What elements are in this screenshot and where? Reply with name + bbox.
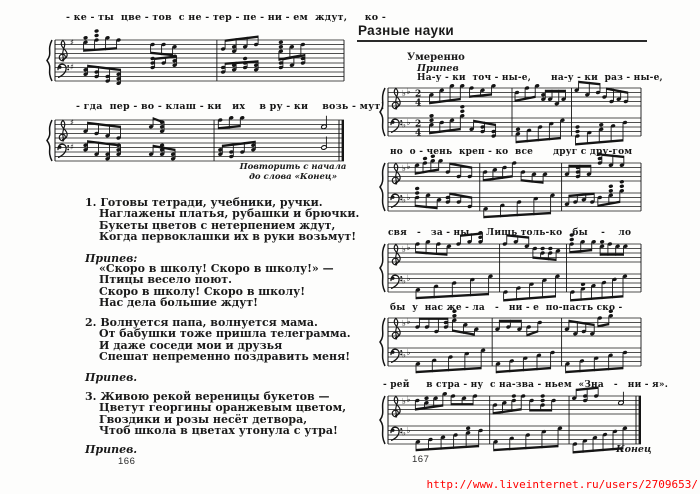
verse-line: Чтоб школа в цветах утонула с утра! <box>99 424 338 438</box>
tempo-marking: Умеренно <box>407 52 465 63</box>
verse <box>85 317 370 363</box>
svg-text:♯: ♯ <box>70 38 74 47</box>
svg-text:♭: ♭ <box>402 276 407 287</box>
section-label: Припев <box>417 63 459 74</box>
svg-text:♭: ♭ <box>402 89 407 99</box>
svg-text:♯: ♯ <box>70 118 74 127</box>
lyric-line: На-у - ки точ - ны-е, на-у - ки раз - ны-е, <box>417 73 663 83</box>
title-rule <box>357 40 647 42</box>
svg-text:2: 2 <box>415 119 422 130</box>
svg-text:4: 4 <box>415 98 422 109</box>
verse-line: Нас дела большие ждут! <box>99 296 258 310</box>
verse-line: «Скоро в школу! Скоро в школу!» — <box>99 262 334 275</box>
music-system-left-1 <box>45 26 345 97</box>
song-title: Разные науки <box>358 23 454 38</box>
svg-text:♯: ♯ <box>70 62 74 72</box>
svg-text:♭: ♭ <box>402 350 407 361</box>
svg-text:2: 2 <box>415 89 422 100</box>
page-number-right: 167 <box>412 454 430 465</box>
verse-line: Когда первоклашки их в руки возьмут! <box>99 230 357 244</box>
lyric-line: свя - за - ны. Лишь толь-ко бы - ло <box>388 228 632 238</box>
svg-text:4: 4 <box>415 128 422 139</box>
svg-text:♭: ♭ <box>402 195 407 206</box>
verse-line: От бабушки тоже пришла телеграмма. <box>99 327 351 341</box>
svg-text:♭: ♭ <box>406 242 411 253</box>
chorus-block <box>99 263 369 309</box>
svg-text:♭: ♭ <box>402 245 407 255</box>
music-system-right-4 <box>378 304 642 382</box>
svg-text:♭: ♭ <box>406 193 411 203</box>
music-system-right-1 <box>378 74 642 152</box>
lyric-line: но о - чень креп - ко все друг с дру-гом <box>390 147 633 157</box>
verse-line-text: Готовы тетради, учебники, ручки. <box>100 196 323 209</box>
lyric-line: бы у нас же - ла - ни - е по-пасть ско - <box>390 303 623 313</box>
chorus-label: Припев: <box>85 252 138 265</box>
svg-text:♭: ♭ <box>402 319 407 329</box>
svg-text:♭: ♭ <box>402 120 407 131</box>
svg-text:♭: ♭ <box>406 394 411 405</box>
verse-line-text: Волнуется папа, волнуется мама. <box>100 316 318 329</box>
verse-line: Птицы весело поют. <box>99 273 232 287</box>
verse-number: 2. <box>85 316 97 329</box>
verse-line: Гвоздики и розы несёт детвора, <box>99 412 308 426</box>
verse-number: 3. <box>85 390 97 403</box>
svg-text:♭: ♭ <box>402 397 407 407</box>
verse-line: Скоро в школу! Скоро в школу! <box>99 284 306 298</box>
chorus-label: Припев. <box>85 371 138 384</box>
lyric-line: - ке - ты цве - тов с не - тер - пе - ни - ем ждут, ко - <box>66 12 386 23</box>
verse <box>85 197 370 243</box>
verse-line: Букеты цветов с нетерпением ждут, <box>99 218 336 232</box>
verse-number: 1. <box>85 196 97 209</box>
music-system-right-3 <box>378 230 642 308</box>
verse-line: Наглажены платья, рубашки и брючки. <box>99 207 360 221</box>
svg-text:♭: ♭ <box>402 428 407 439</box>
svg-text:♭: ♭ <box>402 164 407 174</box>
watermark-link[interactable]: http://www.liveinternet.ru/users/2709653/ <box>426 478 698 491</box>
svg-text:♭: ♭ <box>406 426 411 436</box>
verse <box>85 391 370 437</box>
lyric-line: - рей в стра - ну с на-зва - ньем «Зна - ни - я». <box>383 380 669 390</box>
end-label: Конец <box>616 444 652 455</box>
svg-text:♭: ♭ <box>406 86 411 97</box>
verse-line: Спешат непременно поздравить меня! <box>99 350 351 364</box>
svg-text:♯: ♯ <box>70 142 74 152</box>
lyric-line: - гда пер - во - клаш - ки их в ру - ки возь - мут! <box>76 101 385 112</box>
svg-text:♭: ♭ <box>406 316 411 327</box>
svg-text:♭: ♭ <box>406 274 411 284</box>
verse-line: И даже соседи мои и друзья <box>99 338 283 352</box>
music-system-left-2 <box>45 106 345 177</box>
repeat-instruction-line2: до слова «Конец» <box>248 171 338 182</box>
verse-line-text: Живою рекой вереницы букетов — <box>100 390 330 403</box>
svg-text:♭: ♭ <box>406 118 411 128</box>
music-system-right-5 <box>378 382 642 460</box>
svg-text:♭: ♭ <box>406 161 411 172</box>
repeat-instruction-line1: Повторить с начала <box>239 162 347 172</box>
page-number-left: 166 <box>118 456 136 467</box>
chorus-label: Припев. <box>85 443 138 456</box>
music-system-right-2 <box>378 149 642 227</box>
verse-line: Цветут георгины оранжевым цветом, <box>99 401 347 415</box>
svg-text:♭: ♭ <box>406 348 411 358</box>
